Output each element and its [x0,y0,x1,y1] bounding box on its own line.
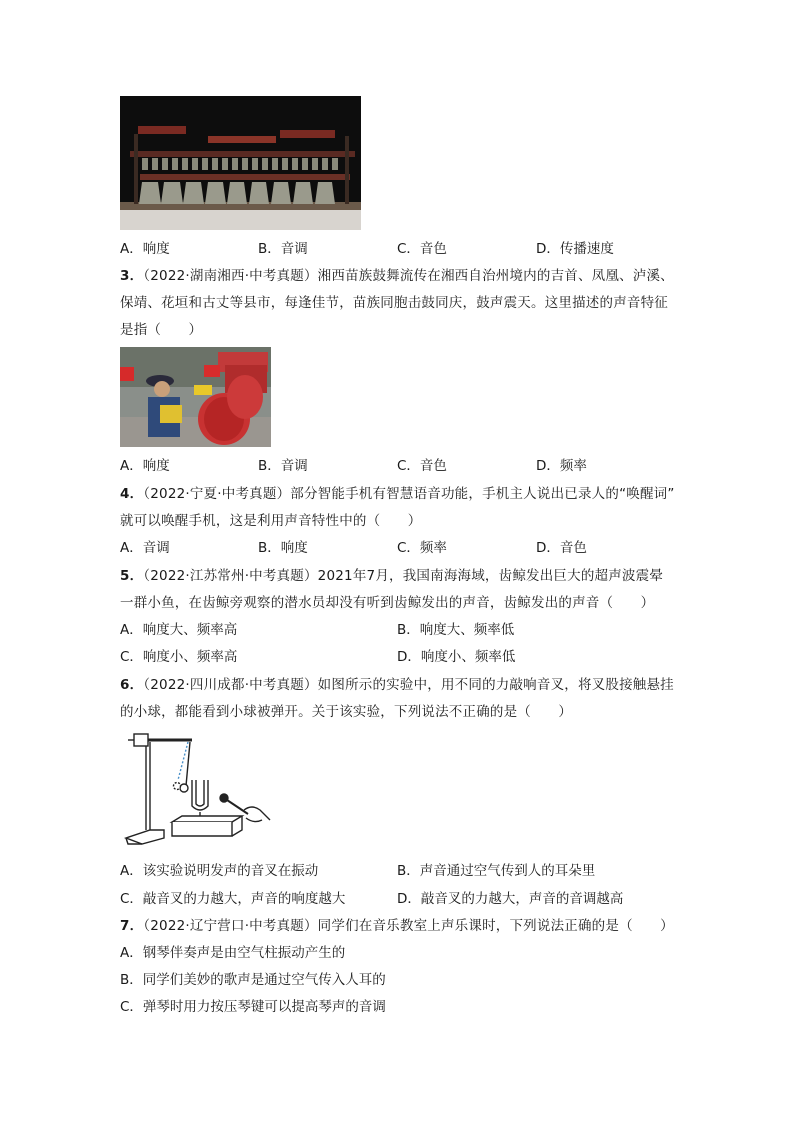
q7-number: 7． [120,918,144,934]
q6-option-d[interactable]: D．敲音叉的力越大，声音的音调越高 [397,891,624,907]
q4-stem-line-1 [120,485,675,503]
q5-option-d[interactable]: D．响度小、频率低 [397,649,516,665]
q7-text-1: （2022·辽宁营口·中考真题）同学们在音乐教室上声乐课时，下列说法正确的是（ ） [143,918,674,934]
tuning-fork-apparatus-diagram [120,728,275,850]
q6-option-a[interactable]: A．该实验说明发声的音叉在振动 [120,863,319,879]
q6-option-c[interactable]: C．敲音叉的力越大，声音的响度越大 [120,891,346,907]
q5-option-c[interactable]: C．响度小、频率高 [120,649,238,665]
q6-stem-line-1 [120,676,674,694]
q2-option-c[interactable]: C．音色 [397,241,447,257]
q7-stem-line-1 [120,917,674,935]
q4-option-b[interactable]: B．响度 [258,540,308,556]
q4-option-d[interactable]: D．音色 [536,540,587,556]
q3-stem-line-1 [120,267,674,285]
chime-bells-photo [120,96,361,230]
q5-stem-line-2: 一群小鱼，在齿鲸旁观察的潜水员却没有听到齿鲸发出的声音，齿鲸发出的声音（ ） [120,595,655,611]
q4-option-c[interactable]: C．频率 [397,540,447,556]
q6-stem-line-2: 的小球，都能看到小球被弹开。关于该实验，下列说法不正确的是（ ） [120,704,573,720]
q4-text-1: （2022·宁夏·中考真题）部分智能手机有智慧语音功能，手机主人说出已录人的“唤醒词” [143,486,675,502]
q7-option-b[interactable]: B．同学们美妙的歌声是通过空气传入人耳的 [120,972,386,988]
q6-option-b[interactable]: B．声音通过空气传到人的耳朵里 [397,863,596,879]
q3-option-a[interactable]: A．响度 [120,458,170,474]
q5-stem-line-1 [120,567,663,585]
q2-option-b[interactable]: B．音调 [258,241,308,257]
q3-option-c[interactable]: C．音色 [397,458,447,474]
q5-number: 5． [120,568,144,584]
q3-option-d[interactable]: D．频率 [536,458,587,474]
q4-number: 4． [120,486,144,502]
q7-option-a[interactable]: A．钢琴伴奏声是由空气柱振动产生的 [120,945,346,961]
q3-text-1: （2022·湖南湘西·中考真题）湘西苗族鼓舞流传在湘西自治州境内的吉首、凤凰、泸溪、 [143,268,674,284]
q6-number: 6． [120,677,144,693]
miao-drum-dance-photo [120,347,271,447]
q3-number: 3． [120,268,144,284]
q3-stem-line-2: 保靖、花垣和古丈等县市，每逢佳节，苗族同胞击鼓同庆，鼓声震天。这里描述的声音特征 [120,295,668,311]
q6-text-1: （2022·四川成都·中考真题）如图所示的实验中，用不同的力敲响音叉，将叉股接触悬挂 [143,677,674,693]
q3-option-b[interactable]: B．音调 [258,458,308,474]
q5-option-a[interactable]: A．响度大、频率高 [120,622,238,638]
q4-stem-line-2: 就可以唤醒手机，这是利用声音特性中的（ ） [120,513,422,529]
q7-option-c[interactable]: C．弹琴时用力按压琴键可以提高琴声的音调 [120,999,386,1015]
q3-stem-line-3: 是指（ ） [120,322,203,338]
q5-text-1: （2022·江苏常州·中考真题）2021年7月，我国南海海域，齿鲸发出巨大的超声波震晕 [143,568,664,584]
q2-option-d[interactable]: D．传播速度 [536,241,614,257]
q4-option-a[interactable]: A．音调 [120,540,170,556]
q2-option-a[interactable]: A．响度 [120,241,170,257]
q5-option-b[interactable]: B．响度大、频率低 [397,622,515,638]
